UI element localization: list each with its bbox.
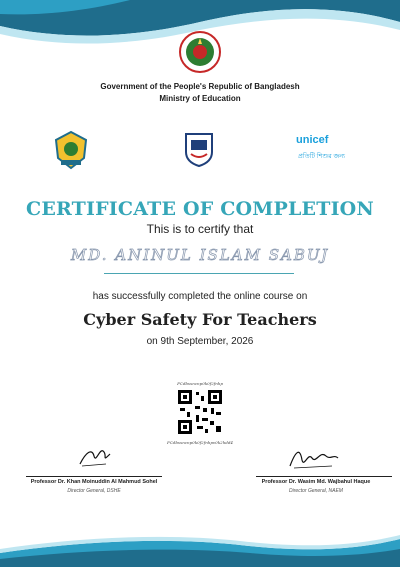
bottom-wave-decoration [0,523,400,567]
naem-logo-icon [182,130,216,168]
certify-intro: This is to certify that [146,222,254,236]
completion-statement: has successfully completed the online course on [92,291,308,302]
bangladesh-emblem-icon [178,30,222,74]
signature-right [286,442,342,472]
certificate-title: CERTIFICATE OF COMPLETION [26,198,374,220]
qr-code-id-bottom: PCdbsxncnp0k0f2fnhpv0k2hdd4 [167,440,233,445]
signature-left [76,442,116,470]
dshe-logo-icon [52,130,90,170]
qr-code-icon[interactable] [176,388,224,436]
recipient-name: MD. ANINUL ISLAM SABUJ [70,246,330,264]
ministry-name: Ministry of Education [159,94,241,103]
signatory-name-right: Professor Dr. Wasim Md. Wajbahul Haque [261,479,371,485]
government-name: Government of the People's Republic of Bangladesh [100,82,300,91]
signature-line-left [26,476,162,477]
signatory-name-left: Professor Dr. Khan Moinuddin Al Mahmud Sohel [30,479,158,485]
course-title: Cyber Safety For Teachers [83,310,317,329]
signatory-role-left: Director General, DSHE [67,488,121,494]
completion-date: on 9th September, 2026 [146,336,254,347]
signatory-role-right: Director General, NAEM [289,488,343,494]
unicef-tagline: প্রতিটি শিশুর জন্য [298,153,346,160]
signature-line-right [256,476,392,477]
qr-code-id-top: PCdbsxncnp0k0f2fnhp [177,381,223,386]
unicef-logo-text: unicef [296,134,329,146]
name-underline [104,273,294,274]
